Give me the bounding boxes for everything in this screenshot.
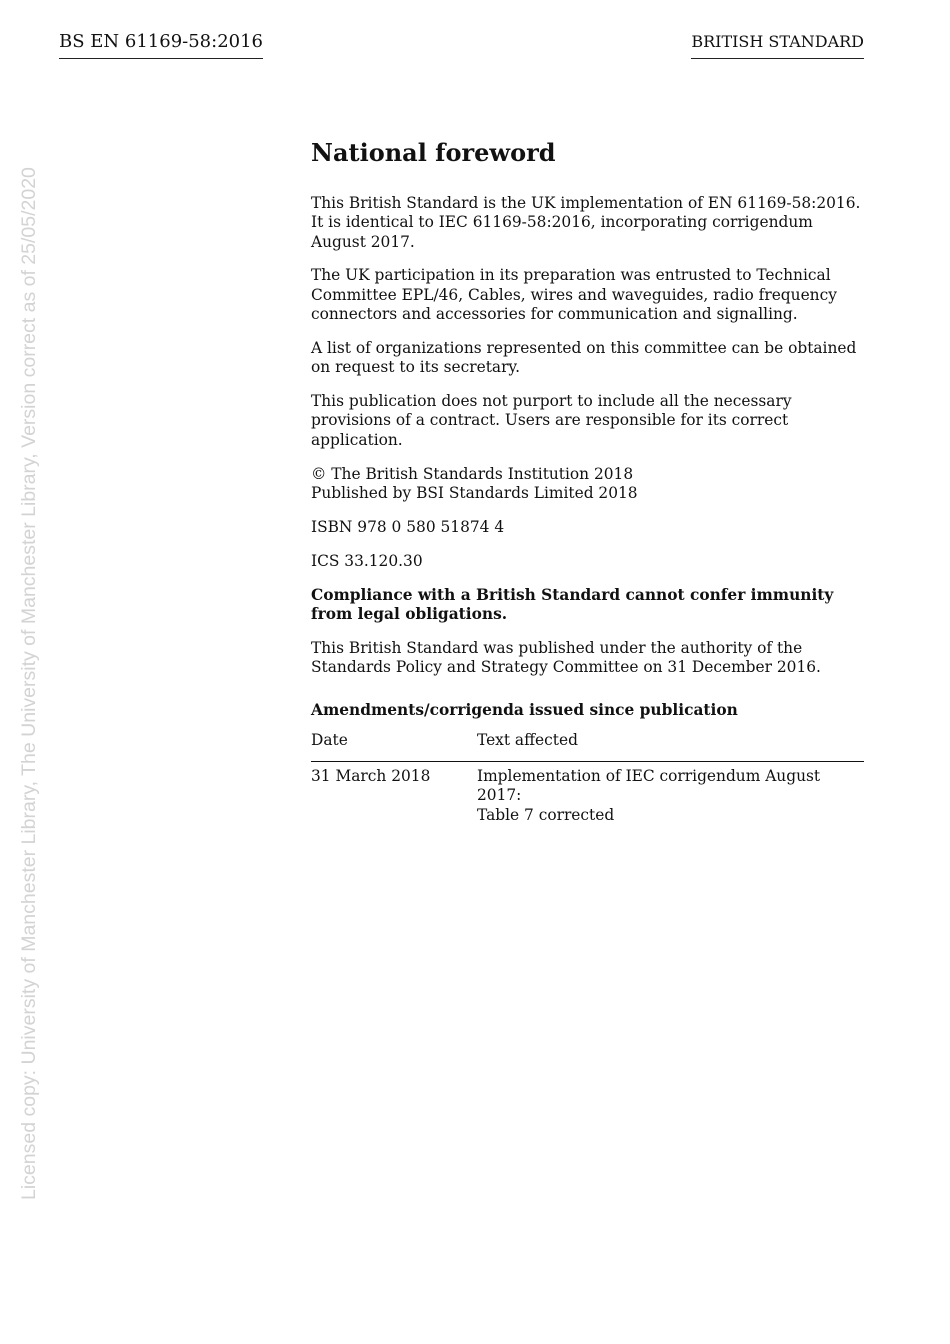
implementation-line-1: This British Standard is the UK implementation of EN 61169-58:2016. <box>311 194 861 212</box>
copyright-paragraph <box>311 465 864 504</box>
ics: ICS 33.120.30 <box>311 551 423 570</box>
organizations-paragraph: A list of organizations represented on this committee can be obtained on request to its secretary. <box>311 338 857 377</box>
amendment-text-line-2: Table 7 corrected <box>477 805 615 824</box>
implementation-paragraph <box>311 194 864 252</box>
amendments-header-row <box>311 721 864 762</box>
national-foreword <box>311 136 864 825</box>
table-row <box>311 761 864 824</box>
amendment-date: 31 March 2018 <box>311 766 431 785</box>
license-watermark: Licensed copy: University of Manchester Library, The University of Manchester Library, Version correct as of 25/05/2020 <box>18 167 40 1200</box>
implementation-line-2: It is identical to IEC 61169-58:2016, incorporating corrigendum <box>311 213 813 232</box>
isbn: ISBN 978 0 580 51874 4 <box>311 517 505 536</box>
amendment-text <box>477 761 864 824</box>
header-doc-type: BRITISH STANDARD <box>691 30 864 59</box>
date-column-header: Date <box>311 721 477 762</box>
compliance-notice: Compliance with a British Standard cannot confer immunity from legal obligations. <box>311 585 834 623</box>
page-title: National foreword <box>311 138 556 167</box>
implementation-line-3: August 2017. <box>311 232 415 251</box>
header-doc-number: BS EN 61169-58:2016 <box>59 30 263 59</box>
amendments-title: Amendments/corrigenda issued since publication <box>311 701 738 720</box>
authority-paragraph: This British Standard was published under the authority of the Standards Policy and Strategy Committee on 31 December 2016. <box>311 638 821 677</box>
provisions-paragraph: This publication does not purport to include all the necessary provisions of a contract. Users are responsible for its correct application. <box>311 392 792 449</box>
publisher-line: Published by BSI Standards Limited 2018 <box>311 483 638 502</box>
amendment-text-line-1: Implementation of IEC corrigendum August 2017: <box>477 766 821 805</box>
committee-paragraph: The UK participation in its preparation was entrusted to Technical Committee EPL/46, Cables, wires and waveguides, radio frequency connectors and accessories for communication and signalling. <box>311 266 837 324</box>
text-affected-column-header: Text affected <box>477 721 864 762</box>
amendments-table <box>311 721 864 825</box>
copyright-line: © The British Standards Institution 2018 <box>311 464 634 483</box>
